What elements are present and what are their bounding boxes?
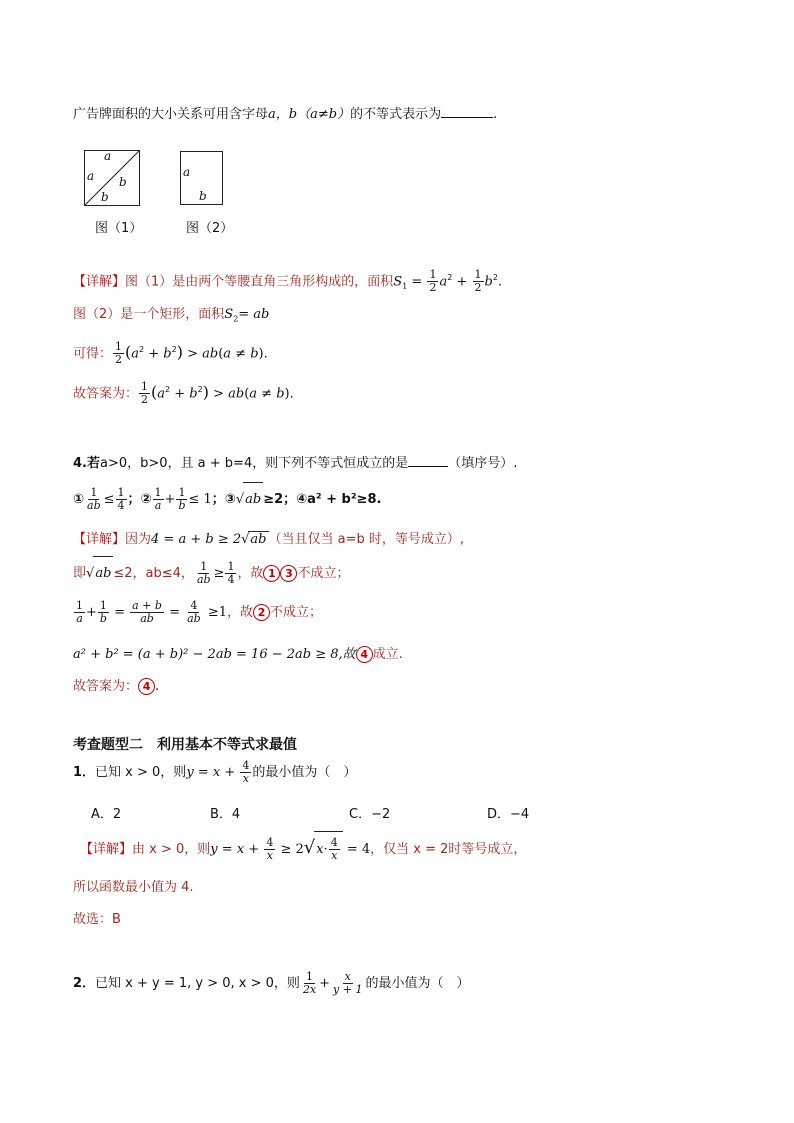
fig2-caption: 图（2） — [186, 221, 234, 236]
circle-3: 3 — [280, 565, 297, 582]
frac-1-over-a: $\frac{1}{a}$ — [76, 599, 83, 625]
frac-1-over-ab: $\frac{1}{ab}$ — [87, 486, 101, 512]
q4-sol-1-math: 4 = a + b ≥ 2 — [151, 532, 242, 547]
sqrt-x-times-4-over-x: x· $\frac{4}{x}$ — [314, 831, 342, 868]
p1-option-c[interactable]: C．−2 — [349, 807, 391, 822]
fig2-label-b: b — [199, 189, 207, 203]
q3-detail-line-2 — [73, 303, 269, 324]
q4-solution-line-2: 即√ab ≤2，ab≤4， $\frac{1}{ab}$ ≥ $\frac{1}{4}$ ，故 1 3 不成立； — [73, 556, 349, 591]
fig1-label-a-left: a — [87, 169, 95, 183]
q3-detail-1-text: 图（1）是由两个等腰直角三角形构成的，面积 — [125, 274, 394, 290]
q3-detail-line-3: 可得： $\frac{1}{2}$ $(a^2 + b^2) > ab(a \ne b)$. — [73, 340, 268, 367]
q4-sol-3c: ，故 — [227, 605, 254, 620]
q4-solution-line-1: 【详解】因为4 = a + b ≥ 2√ab （当且仅当 a=b 时，等号成立）, — [73, 532, 465, 547]
q4-answer-end: . — [155, 679, 160, 694]
area-s2-subscript: 2 — [233, 314, 239, 324]
q4-stem-3: （填序号）. — [448, 456, 518, 471]
p1-answer: 故选：B — [73, 912, 121, 927]
option-3-rest: ≥2；④ — [263, 492, 308, 507]
p1-option-a[interactable]: A．2 — [91, 807, 122, 822]
fig1-caption: 图（1） — [95, 221, 143, 236]
p1-sol-a: 由 x > 0，则 — [132, 842, 211, 857]
p1-solution-line-2: 所以函数最小值为 4. — [73, 880, 194, 895]
frac-half: $\frac{1}{2}$ — [141, 380, 149, 407]
q4-stem-2: a>0，b>0，且 a + b=4，则下列不等式恒成立的是 — [100, 456, 409, 471]
area-s1-subscript: 1 — [402, 281, 408, 291]
q3-answer-line: 故答案为： $\frac{1}{2}$ $(a^2 + b^2) > ab(a \ne b)$. — [73, 380, 294, 407]
fig1-label-b-bottom: b — [101, 190, 109, 204]
frac-1-over-4: $\frac{1}{4}$ — [227, 560, 235, 586]
answer-blank[interactable] — [408, 466, 448, 467]
q3-stem-text: 广告牌面积的大小关系可用含字母 — [73, 107, 269, 122]
frac-1-over-b: $\frac{1}{b}$ — [99, 599, 107, 625]
q3-detail-line-1: 【详解】图（1）是由两个等腰直角三角形构成的，面积$S_1$ = $\frac{1}{2}$ $a^2$ + $\frac{1}{2}$ $b^2$. — [73, 268, 503, 295]
q4-solution-line-3: $\frac{1}{a}$ + $\frac{1}{b}$ = $\frac{a + b}{ab}$ = $\frac{4}{ab}$ ≥1，故 2 不成立； — [76, 599, 323, 625]
p1-option-d[interactable]: D．−4 — [487, 807, 530, 822]
p2-stem-end: 的最小值为（ ） — [365, 976, 470, 991]
q3-answer-label: 故答案为： — [73, 386, 139, 402]
q4-stem-1: 若 — [86, 456, 100, 471]
figure-1 — [84, 150, 140, 206]
q4-sol-1-text: 因为 — [125, 532, 152, 547]
frac-4-over-x: $\frac{4}{x}$ — [242, 759, 250, 785]
sqrt-ab: ab — [243, 482, 263, 517]
q4-sol-2c: ，故 — [237, 566, 264, 581]
frac-half: $\frac{1}{2}$ — [115, 340, 123, 367]
p1-solution-line-1: 【详解】由 x > 0，则y = x + $\frac{4}{x}$ ≥ 2√x· $\frac{4}{x}$ = 4，仅当 x = 2时等号成立， — [80, 830, 526, 868]
q3-period: . — [493, 107, 498, 122]
figure-2 — [180, 151, 223, 205]
q4-number: 4. — [73, 456, 87, 471]
p2-number: 2． — [73, 976, 96, 991]
option-3-marker: ；③ — [211, 492, 236, 507]
frac-4-over-x: $\frac{4}{x}$ — [266, 836, 274, 862]
q4-sol-2b: ≤2，ab≤4， — [113, 566, 194, 581]
q4-sol-2a: 即 — [73, 566, 87, 581]
q3-vars: a，b（a≠b） — [268, 107, 351, 122]
q4-sol-4: a² + b² = (a + b)² − 2ab = 16 − 2ab ≥ 8,故 — [73, 647, 356, 662]
frac-a-plus-b-over-ab: $\frac{a + b}{ab}$ — [132, 599, 162, 625]
p1-stem: 1．已知 x > 0，则y = x + $\frac{4}{x}$ 的最小值为（ ） — [73, 759, 357, 785]
fig1-label-a-top: a — [104, 149, 112, 163]
frac-4-over-ab: $\frac{4}{ab}$ — [187, 599, 201, 625]
detail-tag: 【详解】 — [80, 842, 133, 857]
option-4-rest: a² + b²≥8. — [307, 492, 382, 507]
q3-stem-end: 的不等式表示为 — [350, 107, 442, 122]
answer-blank[interactable] — [441, 117, 493, 118]
area-s1-symbol: S — [393, 274, 403, 290]
area-s2-value: = ab — [238, 307, 270, 322]
frac-1-over-ab: $\frac{1}{ab}$ — [196, 560, 211, 586]
area-s2-symbol: S — [224, 307, 234, 322]
frac-half: $\frac{1}{2}$ — [474, 268, 482, 295]
section-title: 考查题型二 利用基本不等式求最值 — [73, 737, 297, 753]
q3-detail-2-text: 图（2）是一个矩形，面积 — [73, 307, 225, 322]
fig2-label-a: a — [183, 165, 191, 179]
p1-number: 1． — [73, 765, 96, 780]
p1-stem-end: 的最小值为（ ） — [252, 765, 357, 780]
q4-answer-line — [73, 675, 159, 695]
circle-4: 4 — [138, 678, 155, 695]
p1-stem-text: 已知 x > 0，则 — [95, 765, 187, 780]
detail-tag: 【详解】 — [73, 532, 126, 547]
p2-stem: 2．已知 x + y = 1, y > 0, x > 0，则 $\frac{1}{2x}$ + $\frac{x}{y + 1}$ 的最小值为（ ） — [73, 970, 470, 996]
q4-stem — [73, 452, 517, 471]
option-1-marker: ① — [73, 492, 85, 507]
q4-sol-3d: 不成立； — [270, 605, 323, 620]
p2-stem-text: 已知 x + y = 1, y > 0, x > 0，则 — [95, 976, 300, 991]
frac-half: $\frac{1}{2}$ — [429, 268, 437, 295]
circle-1: 1 — [263, 565, 280, 582]
circle-4: 4 — [356, 646, 373, 663]
frac-1-over-4: $\frac{1}{4}$ — [117, 486, 125, 512]
p1-option-b[interactable]: B．4 — [210, 807, 241, 822]
frac-1-over-a: $\frac{1}{a}$ — [154, 486, 162, 512]
q4-sol-2d: 不成立； — [297, 566, 350, 581]
circle-2: 2 — [253, 604, 270, 621]
frac-x-over-y-plus-1: $\frac{x}{y + 1}$ — [333, 970, 363, 996]
q4-options: ① $\frac{1}{ab}$ ≤ $\frac{1}{4}$ ；② $\frac{1}{a}$ + $\frac{1}{b}$ ≤ 1；③√ab ≥2；④a² + b²≥8. — [73, 482, 381, 517]
q4-sol-4-end: 成立. — [372, 647, 403, 662]
frac-1-over-b: $\frac{1}{b}$ — [178, 486, 186, 512]
q3-detail-3-text: 可得： — [73, 346, 113, 362]
q3-stem — [73, 103, 497, 122]
fig1-label-b-right: b — [119, 175, 127, 189]
frac-1-over-2x: $\frac{1}{2x}$ — [302, 970, 317, 996]
frac-4-over-x: $\frac{4}{x}$ — [330, 836, 338, 862]
option-2-marker: ；② — [127, 492, 152, 507]
q4-solution-line-4 — [73, 643, 403, 663]
detail-tag: 【详解】 — [73, 274, 126, 290]
p1-sol-b: ，仅当 x = 2时等号成立， — [370, 842, 527, 857]
q4-sol-1-note: （当且仅当 a=b 时，等号成立）, — [268, 532, 465, 547]
q4-answer-label: 故答案为： — [73, 679, 139, 694]
